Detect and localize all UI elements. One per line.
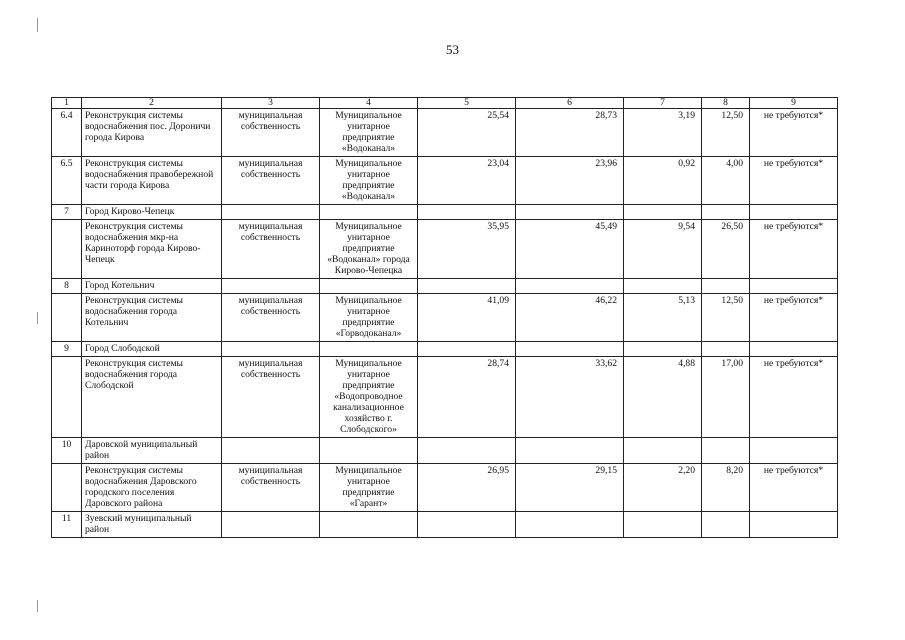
value-col6-cell <box>516 438 624 464</box>
note-cell <box>750 279 838 294</box>
value-col7-cell <box>624 279 702 294</box>
value-col8-cell <box>702 205 750 220</box>
object-name-cell: Реконструкция системы водоснабжения пос. Дороничи города Кирова <box>82 109 222 157</box>
value-col7-cell: 9,54 <box>624 220 702 279</box>
data-table <box>51 97 838 538</box>
value-col5-cell: 41,09 <box>418 294 516 342</box>
table-row <box>52 512 838 538</box>
row-number-cell: 6.4 <box>52 109 82 157</box>
operator-cell: Муниципальное унитарное предприятие «Водопроводное канализационное хозяйство г. Слободского» <box>320 357 418 438</box>
ownership-cell: муниципальная собственность <box>222 157 320 205</box>
table-row <box>52 279 838 294</box>
value-col6-cell: 33,62 <box>516 357 624 438</box>
column-header: 7 <box>624 98 702 109</box>
note-cell: не требуются* <box>750 157 838 205</box>
column-header: 5 <box>418 98 516 109</box>
value-col6-cell <box>516 342 624 357</box>
column-header: 6 <box>516 98 624 109</box>
column-number-row <box>52 98 838 109</box>
value-col5-cell <box>418 512 516 538</box>
operator-cell <box>320 342 418 357</box>
value-col5-cell <box>418 279 516 294</box>
value-col6-cell <box>516 512 624 538</box>
value-col7-cell <box>624 342 702 357</box>
row-number-cell: 8 <box>52 279 82 294</box>
object-name-cell: Реконструкция системы водоснабжения Даровского городского поселения Даровского района <box>82 464 222 512</box>
value-col6-cell: 28,73 <box>516 109 624 157</box>
operator-cell: Муниципальное унитарное предприятие «Горводоканал» <box>320 294 418 342</box>
operator-cell <box>320 512 418 538</box>
value-col6-cell <box>516 205 624 220</box>
value-col6-cell <box>516 279 624 294</box>
note-cell <box>750 512 838 538</box>
operator-cell: Муниципальное унитарное предприятие «Водоканал» города Кирово-Чепецка <box>320 220 418 279</box>
value-col5-cell: 25,54 <box>418 109 516 157</box>
note-cell: не требуются* <box>750 464 838 512</box>
column-header: 1 <box>52 98 82 109</box>
scan-mark-bottom <box>37 600 38 612</box>
row-number-cell: 7 <box>52 205 82 220</box>
value-col8-cell: 12,50 <box>702 294 750 342</box>
value-col6-cell: 29,15 <box>516 464 624 512</box>
table-row <box>52 109 838 157</box>
note-cell <box>750 438 838 464</box>
table-row <box>52 464 838 512</box>
object-name-cell: Реконструкция системы водоснабжения города Слободской <box>82 357 222 438</box>
column-header: 2 <box>82 98 222 109</box>
value-col7-cell: 4,88 <box>624 357 702 438</box>
table-row <box>52 342 838 357</box>
value-col8-cell: 17,00 <box>702 357 750 438</box>
table-row <box>52 357 838 438</box>
table-row <box>52 205 838 220</box>
value-col8-cell: 12,50 <box>702 109 750 157</box>
ownership-cell: муниципальная собственность <box>222 109 320 157</box>
value-col5-cell: 28,74 <box>418 357 516 438</box>
value-col7-cell: 5,13 <box>624 294 702 342</box>
value-col8-cell <box>702 438 750 464</box>
object-name-cell: Реконструкция системы водоснабжения города Котельнич <box>82 294 222 342</box>
value-col8-cell: 8,20 <box>702 464 750 512</box>
row-number-cell: 6.5 <box>52 157 82 205</box>
row-number-cell: 9 <box>52 342 82 357</box>
operator-cell <box>320 279 418 294</box>
ownership-cell: муниципальная собственность <box>222 464 320 512</box>
row-number-cell: 11 <box>52 512 82 538</box>
column-header: 9 <box>750 98 838 109</box>
row-number-cell <box>52 357 82 438</box>
table-row <box>52 438 838 464</box>
value-col5-cell <box>418 342 516 357</box>
value-col7-cell: 3,19 <box>624 109 702 157</box>
object-name-cell: Реконструкция системы водоснабжения мкр-на Кариноторф города Кирово-Чепецк <box>82 220 222 279</box>
row-number-cell <box>52 220 82 279</box>
column-header: 4 <box>320 98 418 109</box>
row-number-cell: 10 <box>52 438 82 464</box>
value-col7-cell: 0,92 <box>624 157 702 205</box>
object-name-cell: Даровской муниципальный район <box>82 438 222 464</box>
value-col8-cell <box>702 512 750 538</box>
object-name-cell: Реконструкция системы водоснабжения правобережной части города Кирова <box>82 157 222 205</box>
value-col8-cell: 4,00 <box>702 157 750 205</box>
table-body <box>52 109 838 538</box>
operator-cell <box>320 205 418 220</box>
note-cell: не требуются* <box>750 294 838 342</box>
table-row <box>52 220 838 279</box>
value-col6-cell: 45,49 <box>516 220 624 279</box>
row-number-cell <box>52 464 82 512</box>
scan-mark-middle <box>37 312 38 324</box>
column-header: 8 <box>702 98 750 109</box>
object-name-cell: Город Слободской <box>82 342 222 357</box>
ownership-cell <box>222 205 320 220</box>
ownership-cell <box>222 279 320 294</box>
value-col7-cell: 2,20 <box>624 464 702 512</box>
object-name-cell: Зуевский муниципальный район <box>82 512 222 538</box>
ownership-cell: муниципальная собственность <box>222 294 320 342</box>
value-col8-cell: 26,50 <box>702 220 750 279</box>
table-row <box>52 157 838 205</box>
note-cell: не требуются* <box>750 357 838 438</box>
note-cell: не требуются* <box>750 109 838 157</box>
operator-cell: Муниципальное унитарное предприятие «Гарант» <box>320 464 418 512</box>
note-cell <box>750 205 838 220</box>
value-col5-cell <box>418 205 516 220</box>
operator-cell: Муниципальное унитарное предприятие «Водоканал» <box>320 109 418 157</box>
ownership-cell <box>222 342 320 357</box>
value-col7-cell <box>624 205 702 220</box>
value-col6-cell: 23,96 <box>516 157 624 205</box>
object-name-cell: Город Кирово-Чепецк <box>82 205 222 220</box>
value-col5-cell: 26,95 <box>418 464 516 512</box>
ownership-cell <box>222 438 320 464</box>
value-col7-cell <box>624 438 702 464</box>
scan-mark-top <box>37 18 38 32</box>
note-cell <box>750 342 838 357</box>
value-col5-cell: 23,04 <box>418 157 516 205</box>
row-number-cell <box>52 294 82 342</box>
page-number: 53 <box>446 42 459 57</box>
note-cell: не требуются* <box>750 220 838 279</box>
column-header: 3 <box>222 98 320 109</box>
value-col5-cell <box>418 438 516 464</box>
ownership-cell: муниципальная собственность <box>222 357 320 438</box>
object-name-cell: Город Котельнич <box>82 279 222 294</box>
value-col8-cell <box>702 342 750 357</box>
value-col6-cell: 46,22 <box>516 294 624 342</box>
value-col8-cell <box>702 279 750 294</box>
ownership-cell: муниципальная собственность <box>222 220 320 279</box>
value-col5-cell: 35,95 <box>418 220 516 279</box>
operator-cell <box>320 438 418 464</box>
table-row <box>52 294 838 342</box>
value-col7-cell <box>624 512 702 538</box>
ownership-cell <box>222 512 320 538</box>
operator-cell: Муниципальное унитарное предприятие «Водоканал» <box>320 157 418 205</box>
